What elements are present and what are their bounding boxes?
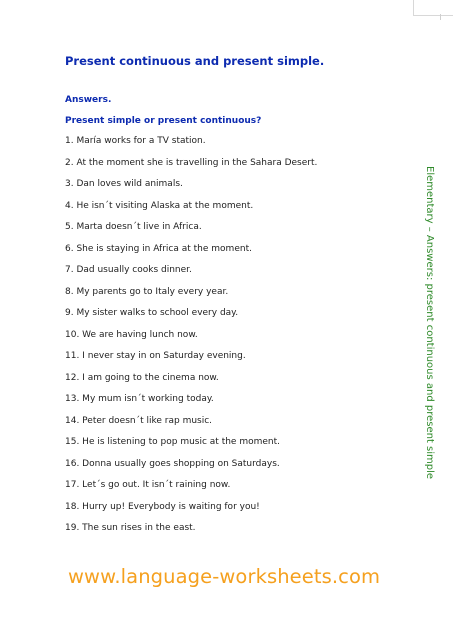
answer-item-4: 4. He isn´t visiting Alaska at the moment. xyxy=(65,200,254,211)
answer-item-5: 5. Marta doesn´t live in Africa. xyxy=(65,222,202,232)
vertical-side-label: Elementary – Answers: present continuous and present simple xyxy=(424,166,435,480)
answer-item-11: 11. I never stay in on Saturday evening. xyxy=(65,351,246,361)
answer-item-16: 16. Donna usually goes shopping on Saturdays. xyxy=(65,458,280,469)
answer-item-19: 19. The sun rises in the east. xyxy=(65,523,196,533)
answers-heading: Answers. xyxy=(65,95,112,105)
answer-item-14: 14. Peter doesn´t like rap music. xyxy=(65,415,213,426)
answer-item-3: 3. Dan loves wild animals. xyxy=(65,179,183,189)
page-corner-mark xyxy=(413,0,453,16)
answer-item-17: 17. Let´s go out. It isn´t raining now. xyxy=(65,480,231,490)
answer-item-18: 18. Hurry up! Everybody is waiting for you! xyxy=(65,501,260,512)
worksheet-title: Present continuous and present simple. xyxy=(65,54,325,68)
footer-website-url: www.language-worksheets.com xyxy=(68,565,381,588)
answer-item-6: 6. She is staying in Africa at the moment. xyxy=(65,243,252,254)
answer-item-7: 7. Dad usually cooks dinner. xyxy=(65,265,192,275)
answer-item-10: 10. We are having lunch now. xyxy=(65,329,198,340)
answer-item-2: 2. At the moment she is travelling in the Sahara Desert. xyxy=(65,157,318,168)
answer-item-8: 8. My parents go to Italy every year. xyxy=(65,286,229,297)
page-corner-tick xyxy=(440,14,441,20)
answer-list xyxy=(65,131,317,540)
answer-item-15: 15. He is listening to pop music at the moment. xyxy=(65,437,280,447)
answer-item-9: 9. My sister walks to school every day. xyxy=(65,308,239,318)
answer-item-12: 12. I am going to the cinema now. xyxy=(65,372,219,383)
answer-item-1: 1. María works for a TV station. xyxy=(65,136,206,146)
answer-item-13: 13. My mum isn´t working today. xyxy=(65,394,214,404)
question-heading: Present simple or present continuous? xyxy=(65,116,262,126)
